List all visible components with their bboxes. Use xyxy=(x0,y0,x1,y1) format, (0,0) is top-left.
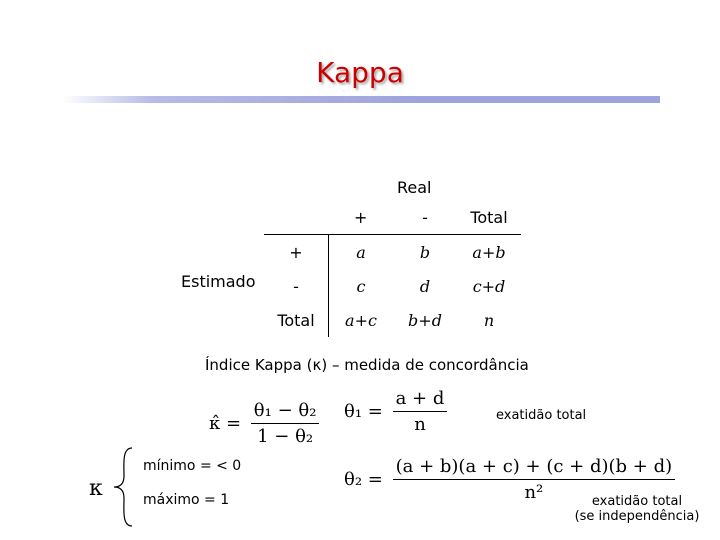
theta2-denominator: n² xyxy=(524,482,544,503)
table-header-row xyxy=(264,200,521,235)
kappa-maximum: máximo = 1 xyxy=(143,492,230,508)
table-row xyxy=(264,269,521,303)
table-cell: c+d xyxy=(472,276,506,296)
table-corner xyxy=(264,200,329,235)
theta2-formula-lhs: θ₂ = xyxy=(344,469,383,490)
estimado-label: Estimado xyxy=(181,272,256,291)
kappa-numerator: θ₁ − θ₂ xyxy=(251,400,320,424)
row-header: - xyxy=(264,269,329,303)
se-independencia-line: (se independência) xyxy=(574,509,700,524)
kappa-description: Índice Kappa (κ) – medida de concordância xyxy=(205,356,529,374)
exatidao-total-line: exatidão total xyxy=(591,494,683,509)
left-brace-icon xyxy=(110,446,136,528)
header-cell: - xyxy=(393,200,457,235)
theta1-numerator: a + d xyxy=(393,388,448,412)
exatidao-total-note: exatidão total xyxy=(496,408,587,423)
row-header: + xyxy=(264,235,329,270)
real-label: Real xyxy=(397,178,432,197)
slide-title: Kappa xyxy=(316,56,404,89)
table-cell: a+b xyxy=(472,242,506,262)
table-cell: n xyxy=(483,310,495,330)
title-underline-bar xyxy=(62,96,660,103)
theta1-fraction xyxy=(393,388,448,435)
theta1-denominator: n xyxy=(414,414,426,435)
kappa-minimum: mínimo = < 0 xyxy=(143,458,242,474)
theta1-formula xyxy=(340,388,447,435)
table-cell: a xyxy=(356,242,366,262)
table-cell: a+c xyxy=(345,310,377,330)
exatidao-total-independencia-note xyxy=(574,494,700,524)
kappa-formula-lhs: κ̂ = xyxy=(209,413,242,434)
table-cell: d xyxy=(419,276,431,296)
table-cell: c xyxy=(356,276,366,296)
table-row xyxy=(264,235,521,270)
table-cell: b xyxy=(419,242,431,262)
contingency-table xyxy=(264,200,521,337)
table-cell: b+d xyxy=(408,310,442,330)
theta1-formula-lhs: θ₁ = xyxy=(344,401,383,422)
theta2-numerator: (a + b)(a + c) + (c + d)(b + d) xyxy=(393,456,676,480)
kappa-symbol: κ xyxy=(89,476,103,501)
table-row xyxy=(264,303,521,337)
row-header: Total xyxy=(264,303,329,337)
kappa-denominator: 1 − θ₂ xyxy=(257,426,314,447)
kappa-formula xyxy=(205,400,319,447)
kappa-fraction xyxy=(251,400,320,447)
header-cell: + xyxy=(329,200,394,235)
header-cell: Total xyxy=(457,200,521,235)
